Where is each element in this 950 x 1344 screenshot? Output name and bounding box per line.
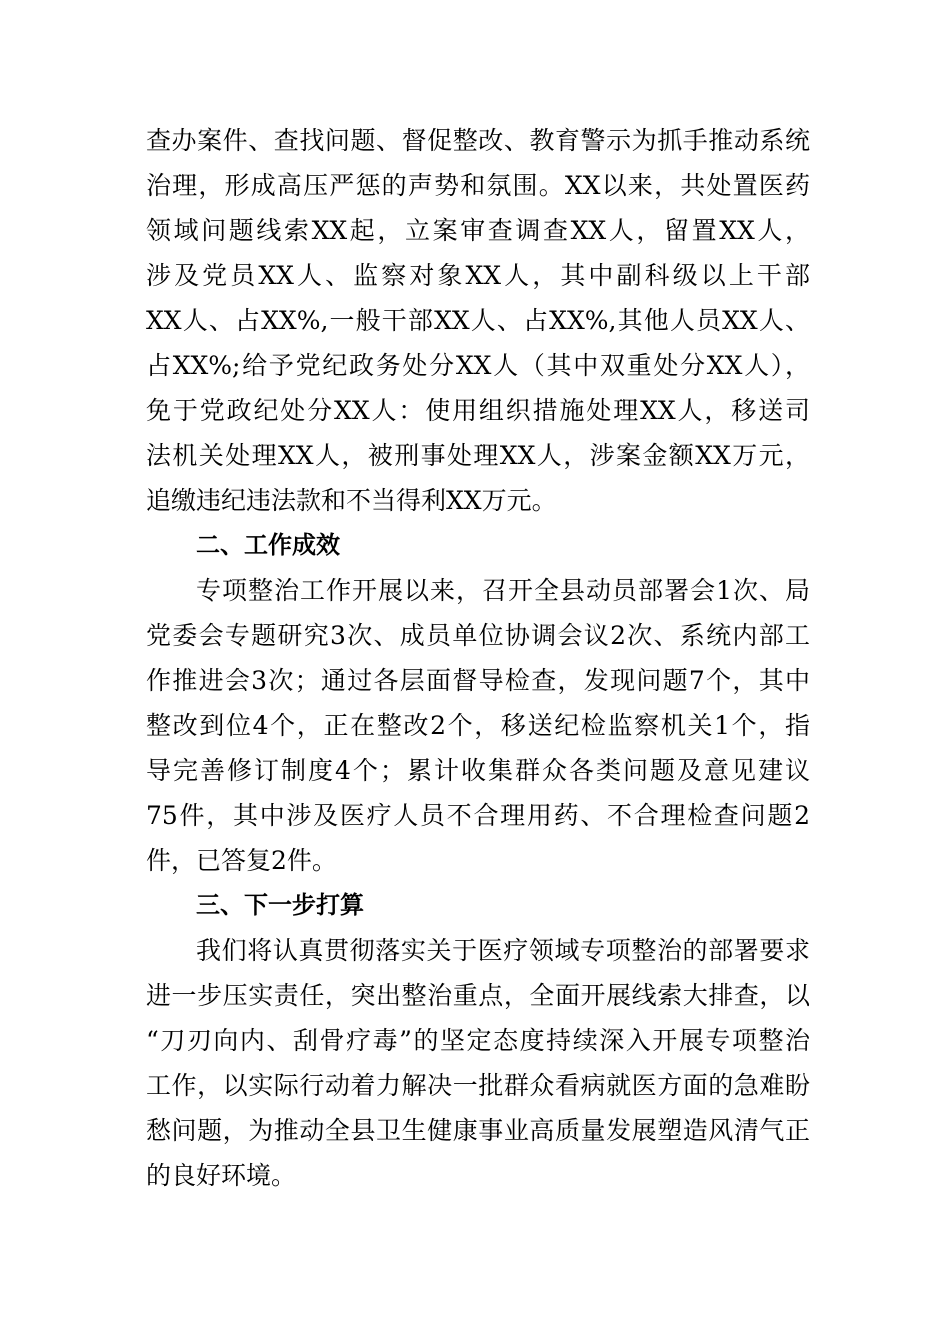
text-line: “刀刃向内、刮骨疗毒”的坚定态度持续深入开展专项整治	[146, 1026, 810, 1055]
text-line: 法机关处理XX人，被刑事处理XX人，涉案金额XX万元，	[146, 441, 810, 470]
paragraph-next-steps	[146, 928, 810, 1198]
text-line: 导完善修订制度4个；累计收集群众各类问题及意见建议	[146, 756, 810, 785]
section-heading-results: 二、工作成效	[196, 531, 340, 559]
text-line: 我们将认真贯彻落实关于医疗领域专项整治的部署要求	[196, 936, 810, 965]
paragraph-results	[146, 568, 810, 883]
text-line: 进一步压实责任，突出整治重点，全面开展线索大排查，以	[146, 981, 810, 1010]
text-line: 工作，以实际行动着力解决一批群众看病就医方面的急难盼	[146, 1071, 810, 1100]
text-line: XX人、占XX%,一般干部XX人、占XX%,其他人员XX人、	[146, 306, 810, 335]
section-heading-next-steps: 三、下一步打算	[196, 891, 364, 919]
text-line: 作推进会3次；通过各层面督导检查，发现问题7个，其中	[146, 666, 810, 695]
text-line: 愁问题，为推动全县卫生健康事业高质量发展塑造风清气正	[146, 1116, 810, 1145]
paragraph-case-handling	[146, 118, 810, 523]
text-line: 整改到位4个，正在整改2个，移送纪检监察机关1个，指	[146, 711, 810, 740]
text-line: 专项整治工作开展以来，召开全县动员部署会1次、局	[196, 576, 810, 605]
text-line: 领域问题线索XX起，立案审查调查XX人，留置XX人，	[146, 216, 810, 245]
text-line: 查办案件、查找问题、督促整改、教育警示为抓手推动系统	[146, 126, 810, 155]
text-line: 件，已答复2件。	[146, 846, 337, 875]
text-line: 党委会专题研究3次、成员单位协调会议2次、系统内部工	[146, 621, 810, 650]
text-line: 免于党政纪处分XX人：使用组织措施处理XX人，移送司	[146, 396, 810, 425]
document-page	[146, 118, 810, 1198]
text-line: 治理，形成高压严惩的声势和氛围。XX以来，共处置医药	[146, 171, 810, 200]
text-line: 追缴违纪违法款和不当得利XX万元。	[146, 486, 557, 515]
text-line: 占XX%;给予党纪政务处分XX人（其中双重处分XX人），	[146, 351, 810, 380]
text-line: 的良好环境。	[146, 1161, 297, 1190]
text-line: 75件，其中涉及医疗人员不合理用药、不合理检查问题2	[146, 801, 810, 830]
text-line: 涉及党员XX人、监察对象XX人，其中副科级以上干部	[146, 261, 810, 290]
